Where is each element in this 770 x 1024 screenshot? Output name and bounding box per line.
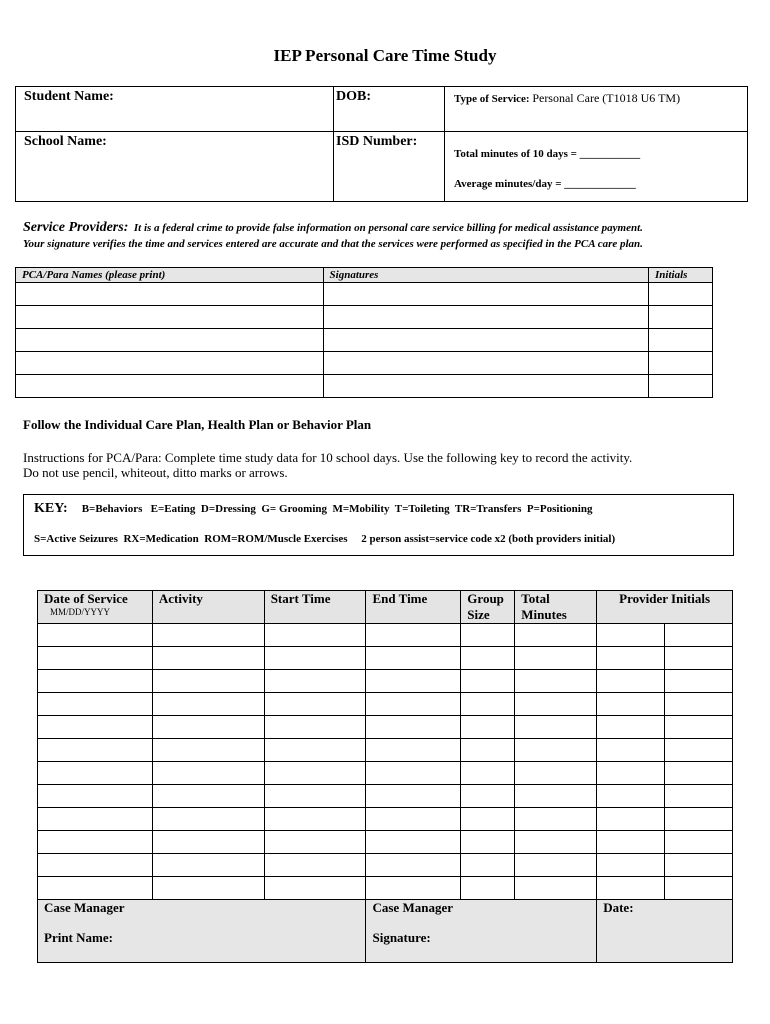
provider-initials-cell-2[interactable] [665, 647, 733, 670]
table-row [38, 693, 733, 716]
column-header-provider-initials: Provider Initials [597, 591, 733, 624]
column-header-date [38, 591, 153, 624]
initials-cell[interactable] [649, 352, 713, 375]
follow-plan-text: Follow the Individual Care Plan, Health Plan or Behavior Plan [23, 417, 372, 432]
end-time-cell[interactable] [366, 831, 461, 854]
name-cell[interactable] [16, 352, 324, 375]
provider-initials-cell-1[interactable] [597, 670, 665, 693]
total-minutes-cell[interactable] [515, 831, 597, 854]
instructions-line-1: Instructions for PCA/Para: Complete time study data for 10 school days. Use the following key to record the activity. [23, 450, 633, 465]
provider-initials-cell-1[interactable] [597, 693, 665, 716]
group-size-cell[interactable] [461, 785, 515, 808]
total-minutes-cell[interactable] [515, 716, 597, 739]
column-header-end-time: End Time [366, 591, 461, 624]
isd-number-label: ISD Number: [336, 134, 418, 149]
table-row [16, 352, 713, 375]
end-time-cell[interactable] [366, 808, 461, 831]
provider-initials-cell-1[interactable] [597, 808, 665, 831]
table-row [38, 785, 733, 808]
signature-cell[interactable] [323, 352, 649, 375]
activity-cell[interactable] [152, 716, 264, 739]
total-minutes-cell[interactable] [515, 854, 597, 877]
provider-initials-cell-2[interactable] [665, 785, 733, 808]
activity-cell[interactable] [152, 693, 264, 716]
table-row [16, 375, 713, 398]
start-time-cell[interactable] [264, 716, 366, 739]
print-name-label: Print Name: [44, 930, 113, 945]
signature-cell[interactable] [323, 329, 649, 352]
instructions-line-2: Do not use pencil, whiteout, ditto marks or arrows. [23, 465, 288, 480]
activity-cell[interactable] [152, 854, 264, 877]
activity-cell[interactable] [152, 739, 264, 762]
initials-cell[interactable] [649, 375, 713, 398]
date-format-hint: MM/DD/YYYY [50, 607, 111, 617]
provider-initials-cell-1[interactable] [597, 716, 665, 739]
provider-initials-cell-2[interactable] [665, 624, 733, 647]
table-row [38, 762, 733, 785]
table-row [16, 329, 713, 352]
total-minutes-label: Total minutes of 10 days = ___________ [454, 148, 641, 160]
date-cell[interactable] [38, 808, 153, 831]
end-time-cell[interactable] [366, 739, 461, 762]
table-row [38, 670, 733, 693]
start-time-cell[interactable] [264, 670, 366, 693]
school-name-label: School Name: [24, 134, 107, 149]
table-row [38, 808, 733, 831]
activity-cell[interactable] [152, 624, 264, 647]
start-time-cell[interactable] [264, 877, 366, 900]
date-cell[interactable] [38, 647, 153, 670]
provider-initials-cell-2[interactable] [665, 762, 733, 785]
case-manager-print-cell[interactable] [38, 900, 366, 963]
total-minutes-cell[interactable] [515, 785, 597, 808]
table-row [38, 624, 733, 647]
group-size-cell[interactable] [461, 716, 515, 739]
provider-initials-cell-1[interactable] [597, 831, 665, 854]
start-time-cell[interactable] [264, 808, 366, 831]
column-header-names: PCA/Para Names (please print) [16, 268, 324, 283]
column-header-start-time: Start Time [264, 591, 366, 624]
group-size-cell[interactable] [461, 831, 515, 854]
date-cell[interactable] [597, 900, 733, 963]
date-cell[interactable] [38, 716, 153, 739]
provider-initials-cell-1[interactable] [597, 624, 665, 647]
activity-cell[interactable] [152, 831, 264, 854]
activity-cell[interactable] [152, 877, 264, 900]
end-time-cell[interactable] [366, 762, 461, 785]
column-header-total-minutes: Total Minutes [515, 591, 597, 624]
activity-cell[interactable] [152, 647, 264, 670]
date-cell[interactable] [38, 762, 153, 785]
initials-cell[interactable] [649, 306, 713, 329]
total-minutes-cell[interactable] [515, 808, 597, 831]
notice-line-2: Your signature verifies the time and services entered are accurate and that the services were performed as specified in the PCA care plan. [23, 238, 643, 250]
start-time-cell[interactable] [264, 739, 366, 762]
providers-table [15, 267, 713, 398]
provider-initials-cell-1[interactable] [597, 647, 665, 670]
start-time-cell[interactable] [264, 831, 366, 854]
column-header-activity: Activity [152, 591, 264, 624]
initials-cell[interactable] [649, 283, 713, 306]
signature-cell[interactable] [323, 283, 649, 306]
name-cell[interactable] [16, 283, 324, 306]
provider-initials-cell-1[interactable] [597, 762, 665, 785]
column-header-signatures: Signatures [323, 268, 649, 283]
column-header-group-size: Group Size [461, 591, 515, 624]
provider-initials-cell-1[interactable] [597, 739, 665, 762]
table-row [38, 831, 733, 854]
activity-cell[interactable] [152, 670, 264, 693]
provider-initials-cell-2[interactable] [665, 716, 733, 739]
group-size-cell[interactable] [461, 854, 515, 877]
end-time-cell[interactable] [366, 716, 461, 739]
end-time-cell[interactable] [366, 624, 461, 647]
form-title: IEP Personal Care Time Study [273, 46, 497, 65]
signature-cell[interactable] [323, 375, 649, 398]
end-time-cell[interactable] [366, 693, 461, 716]
provider-initials-cell-1[interactable] [597, 877, 665, 900]
name-cell[interactable] [16, 306, 324, 329]
type-of-service-field [454, 91, 680, 106]
key-codes-row-2: S=Active Seizures RX=Medication ROM=ROM/Muscle Exercises 2 person assist=service code x2 (both providers initial) [34, 533, 616, 545]
date-cell[interactable] [38, 670, 153, 693]
activity-cell[interactable] [152, 762, 264, 785]
start-time-cell[interactable] [264, 624, 366, 647]
time-log-body [38, 624, 733, 900]
date-cell[interactable] [38, 739, 153, 762]
name-cell[interactable] [16, 375, 324, 398]
end-time-cell[interactable] [366, 670, 461, 693]
group-size-cell[interactable] [461, 693, 515, 716]
notice-line-1: It is a federal crime to provide false information on personal care service billing for medical assistance payment. [133, 222, 643, 234]
provider-initials-cell-2[interactable] [665, 877, 733, 900]
group-size-cell[interactable] [461, 624, 515, 647]
service-providers-heading: Service Providers: [23, 220, 129, 235]
student-info-box [15, 86, 748, 202]
activity-cell[interactable] [152, 785, 264, 808]
student-name-label: Student Name: [24, 89, 114, 104]
signature-label: Signature: [372, 930, 431, 945]
date-cell[interactable] [38, 693, 153, 716]
group-size-cell[interactable] [461, 877, 515, 900]
group-size-cell[interactable] [461, 739, 515, 762]
provider-initials-cell-2[interactable] [665, 854, 733, 877]
type-of-service-value: Personal Care (T1018 U6 TM) [532, 91, 681, 105]
date-cell[interactable] [38, 877, 153, 900]
start-time-cell[interactable] [264, 647, 366, 670]
average-minutes-label: Average minutes/day = _____________ [454, 178, 636, 190]
provider-initials-cell-2[interactable] [665, 670, 733, 693]
signature-cell[interactable] [323, 306, 649, 329]
key-row-1 [34, 501, 592, 517]
start-time-cell[interactable] [264, 854, 366, 877]
provider-initials-cell-2[interactable] [665, 693, 733, 716]
end-time-cell[interactable] [366, 877, 461, 900]
provider-initials-cell-2[interactable] [665, 739, 733, 762]
total-minutes-cell[interactable] [515, 762, 597, 785]
type-of-service-label: Type of Service: [454, 93, 530, 105]
date-cell[interactable] [38, 624, 153, 647]
provider-initials-cell-1[interactable] [597, 854, 665, 877]
time-log-table [37, 590, 733, 963]
activity-key-box [23, 494, 734, 556]
date-cell[interactable] [38, 831, 153, 854]
initials-cell[interactable] [649, 329, 713, 352]
table-row [38, 877, 733, 900]
provider-initials-cell-1[interactable] [597, 785, 665, 808]
start-time-cell[interactable] [264, 762, 366, 785]
table-row [38, 854, 733, 877]
total-minutes-cell[interactable] [515, 693, 597, 716]
date-header-label: Date of Service [44, 591, 128, 606]
dob-label: DOB: [336, 89, 371, 104]
key-label: KEY: [34, 501, 68, 516]
total-minutes-cell[interactable] [515, 739, 597, 762]
service-providers-notice [23, 220, 753, 252]
key-codes-row-1: B=Behaviors E=Eating D=Dressing G= Grooming M=Mobility T=Toileting TR=Transfers P=Positioning [81, 503, 593, 515]
total-minutes-cell[interactable] [515, 877, 597, 900]
group-size-cell[interactable] [461, 762, 515, 785]
column-header-initials: Initials [649, 268, 713, 283]
case-manager-print-label: Case Manager [44, 900, 125, 915]
total-minutes-cell[interactable] [515, 624, 597, 647]
provider-initials-cell-2[interactable] [665, 808, 733, 831]
total-minutes-cell[interactable] [515, 670, 597, 693]
table-row [16, 306, 713, 329]
end-time-cell[interactable] [366, 785, 461, 808]
table-row [38, 647, 733, 670]
activity-cell[interactable] [152, 808, 264, 831]
date-cell[interactable] [38, 785, 153, 808]
group-size-cell[interactable] [461, 647, 515, 670]
provider-initials-cell-2[interactable] [665, 831, 733, 854]
start-time-cell[interactable] [264, 693, 366, 716]
case-manager-signature-label: Case Manager [372, 900, 453, 915]
name-cell[interactable] [16, 329, 324, 352]
end-time-cell[interactable] [366, 647, 461, 670]
group-size-cell[interactable] [461, 808, 515, 831]
total-minutes-cell[interactable] [515, 647, 597, 670]
case-manager-signature-cell[interactable] [366, 900, 597, 963]
table-row [38, 739, 733, 762]
table-row [16, 283, 713, 306]
group-size-cell[interactable] [461, 670, 515, 693]
table-row [38, 716, 733, 739]
date-cell[interactable] [38, 854, 153, 877]
end-time-cell[interactable] [366, 854, 461, 877]
instructions [23, 450, 743, 480]
start-time-cell[interactable] [264, 785, 366, 808]
date-label: Date: [603, 900, 634, 915]
